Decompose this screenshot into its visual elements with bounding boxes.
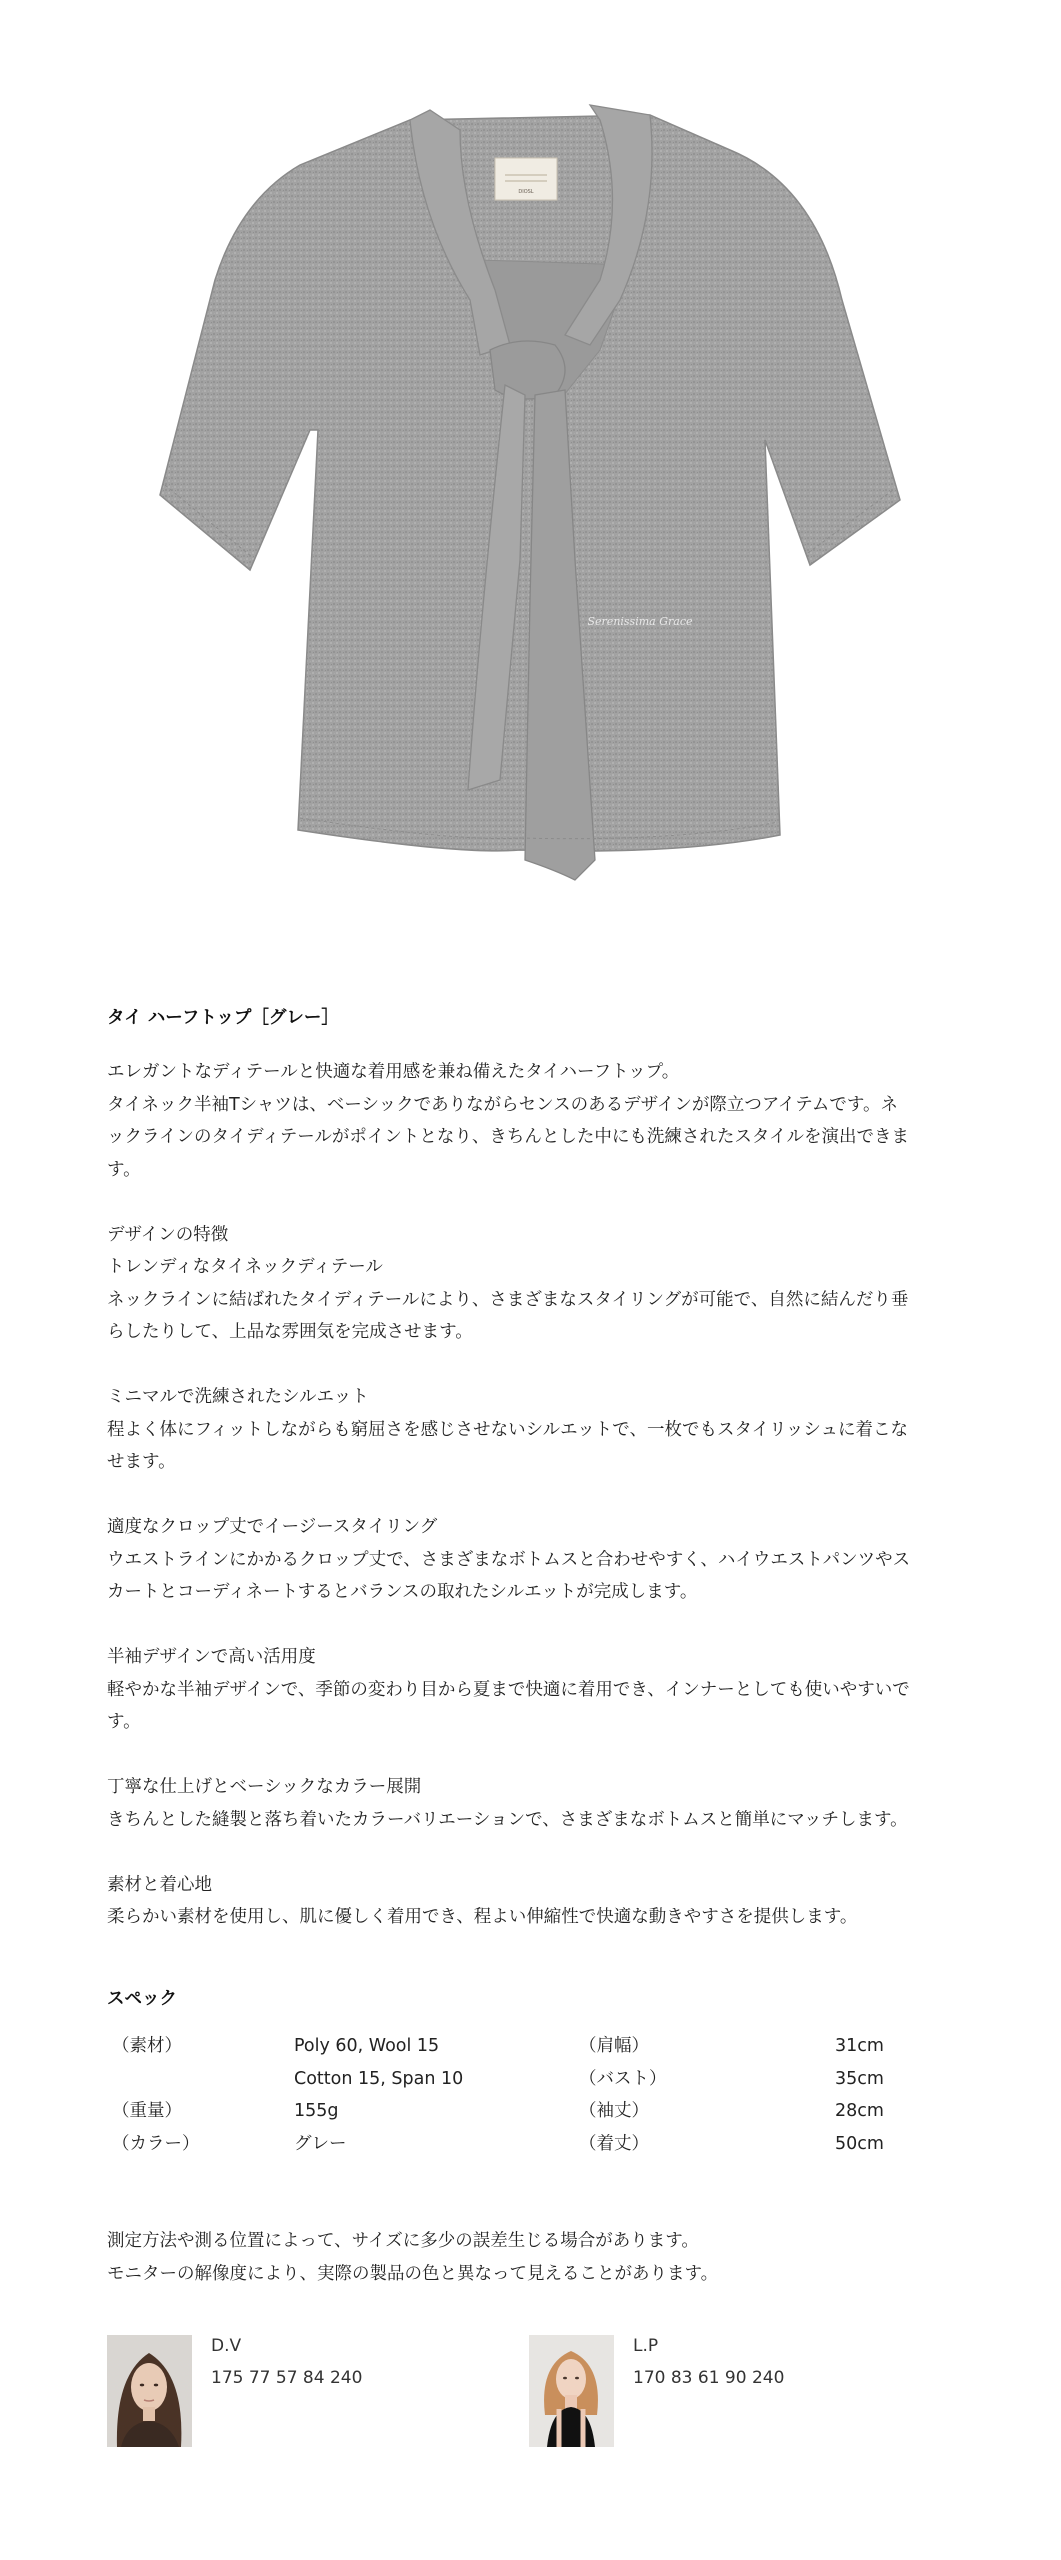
model-photo-dv [107,2335,192,2447]
note-line: 測定方法や測る位置によって、サイズに多少の誤差生じる場合があります。 [107,2231,699,2251]
section-heading: 素材と着心地 [107,1874,212,1895]
section-heading: 適度なクロップ丈でイージースタイリング [107,1517,438,1537]
measure-value: 50cm [835,2133,884,2154]
spec-value: Cotton 15, Span 10 [294,2068,464,2089]
measure-value: 35cm [835,2068,884,2089]
section-line: ネックラインに結ばれたタイディテールにより、さまざまなスタイリングが可能で、自然に結んだり垂 [107,1289,909,1310]
section-heading: ミニマルで洗練されたシルエット [107,1387,369,1407]
section-line: 程よく体にフィットしながらも窮屈さを感じさせないシルエットで、一枚でもスタイリッシュに着こな [107,1419,909,1440]
model-photo-lp [529,2335,614,2447]
model-dv [107,2335,507,2450]
section-line: カートとコーディネートするとバランスの取れたシルエットが完成します。 [107,1582,698,1602]
section-line: 軽やかな半袖デザインで、季節の変わり目から夏まで快適に着用でき、インナーとしても使いやすいで [107,1679,910,1700]
section-heading: トレンディなタイネックディテール [107,1257,383,1277]
intro-line: す。 [107,1159,141,1180]
measure-label: （袖丈） [579,2101,649,2121]
spec-value: 155g [294,2101,339,2121]
spec-value: グレー [294,2133,347,2154]
spec-label: （カラー） [112,2133,200,2154]
spec-row [107,2030,957,2063]
section-heading: 丁寧な仕上げとベーシックなカラー展開 [107,1777,422,1797]
model-lp [529,2335,929,2450]
spec-row [107,2063,957,2096]
model-sizes: 170 83 61 90 240 [633,2368,785,2388]
spec-label: （素材） [112,2036,182,2056]
spec-value: Poly 60, Wool 15 [294,2036,440,2056]
spec-row [107,2128,957,2161]
note-line: モニターの解像度により、実際の製品の色と異なって見えることがあります。 [107,2263,719,2284]
measure-value: 31cm [835,2036,884,2056]
embroidery-text: Serenissima Grace [587,615,693,628]
product-description [107,1056,957,1934]
section-heading: 半袖デザインで高い活用度 [107,1647,316,1667]
section-line: きちんとした縫製と落ち着いたカラーバリエーションで、さまざまなボトムスと簡単にマッチします。 [107,1809,908,1830]
measure-label: （着丈） [579,2133,649,2154]
label-tag-text: DIOSL [518,189,534,195]
product-title: タイ ハーフトップ［グレー］ [107,1008,339,1028]
model-sizes: 175 77 57 84 240 [211,2368,363,2388]
model-name: L.P [633,2336,659,2356]
section-line: 柔らかい素材を使用し、肌に優しく着用でき、程よい伸縮性で快適な動きやすさを提供します。 [107,1907,858,1927]
intro-line: ックラインのタイディテールがポイントとなり、きちんとした中にも洗練されたスタイルを演出できま [107,1127,910,1147]
section-line: らしたりして、上品な雰囲気を完成させます。 [107,1322,473,1342]
product-image [0,0,1061,940]
spec-title: スペック [107,1989,177,2009]
size-notes [107,2225,718,2290]
section-line: ウエストラインにかかるクロップ丈で、さまざまなボトムスと合わせやすく、ハイウエストパンツやス [107,1549,911,1570]
section-line: せます。 [107,1452,176,1472]
measure-label: （肩幅） [579,2036,649,2056]
intro-line: エレガントなディテールと快適な着用感を兼ね備えたタイハーフトップ。 [107,1062,680,1082]
measure-label: （バスト） [579,2068,667,2089]
intro-line: タイネック半袖Tシャツは、ベーシックでありながらセンスのあるデザインが際立つアイテムです。ネ [107,1094,899,1115]
spec-label: （重量） [112,2101,182,2121]
spec-row [107,2095,957,2128]
features-heading: デザインの特徴 [107,1224,229,1245]
spec-table [107,2030,957,2160]
measure-value: 28cm [835,2101,884,2121]
section-line: す。 [107,1712,141,1732]
model-name: D.V [211,2336,242,2356]
